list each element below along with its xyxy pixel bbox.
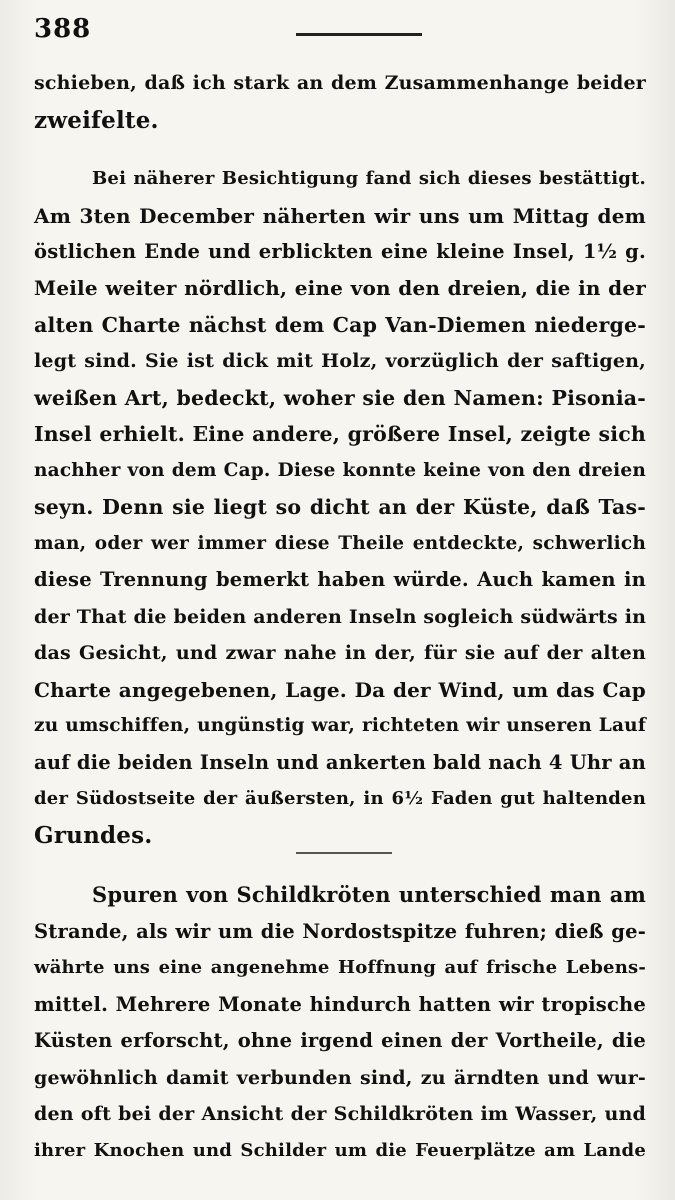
- text-line: Insel erhielt. Eine andere, größere Insel, zeigte sich: [34, 422, 646, 446]
- text-line: das Gesicht, und zwar nahe in der, für sie auf der alten: [34, 642, 646, 664]
- text-line: währte uns eine angenehme Hoffnung auf frische Lebens-: [34, 957, 646, 978]
- text-line: gewöhnlich damit verbunden sind, zu ärndten und wur-: [34, 1067, 646, 1089]
- text-line: schieben, daß ich stark an dem Zusammenhange beider: [34, 72, 646, 94]
- text-line: östlichen Ende und erblickten eine kleine Insel, 1½ g.: [34, 240, 646, 263]
- section-rule: [296, 852, 392, 854]
- text-line: Grundes.: [34, 822, 153, 849]
- header-rule: [296, 33, 422, 36]
- text-line: man, oder wer immer diese Theile entdeckte, schwerlich: [34, 533, 646, 554]
- text-line: Bei näherer Besichtigung fand sich dieses bestättigt.: [92, 168, 646, 189]
- text-line: der Südostseite der äußersten, in 6½ Faden gut haltenden: [34, 788, 646, 809]
- text-line: zweifelte.: [34, 107, 159, 134]
- text-line: nachher von dem Cap. Diese konnte keine von den dreien: [34, 460, 646, 481]
- text-line: auf die beiden Inseln und ankerten bald nach 4 Uhr an: [34, 751, 646, 774]
- text-line: mittel. Mehrere Monate hindurch hatten wir tropische: [34, 993, 646, 1016]
- text-line: Spuren von Schildkröten unterschied man am: [92, 882, 646, 907]
- text-line: den oft bei der Ansicht der Schildkröten im Wasser, und: [34, 1103, 646, 1125]
- text-line: Am 3ten December näherten wir uns um Mittag dem: [34, 204, 646, 228]
- text-line: seyn. Denn sie liegt so dicht an der Küste, daß Tas-: [34, 495, 646, 519]
- text-line: Strande, als wir um die Nordostspitze fuhren; dieß ge-: [34, 920, 646, 943]
- page-number: 388: [34, 14, 92, 44]
- text-line: der That die beiden anderen Inseln sogleich südwärts in: [34, 606, 647, 628]
- text-line: Meile weiter nördlich, eine von den dreien, die in der: [34, 276, 646, 300]
- text-line: Küsten erforscht, ohne irgend einen der Vortheile, die: [34, 1029, 646, 1052]
- text-line: legt sind. Sie ist dick mit Holz, vorzüglich der saftigen,: [34, 350, 646, 372]
- text-line: Charte angegebenen, Lage. Da der Wind, um das Cap: [34, 678, 646, 702]
- text-line: alten Charte nächst dem Cap Van-Diemen niederge-: [34, 313, 646, 337]
- text-line: weißen Art, bedeckt, woher sie den Namen: Pisonia-: [34, 386, 646, 410]
- text-line: diese Trennung bemerkt haben würde. Auch kamen in: [34, 568, 646, 591]
- text-line: ihrer Knochen und Schilder um die Feuerplätze am Lande: [34, 1140, 646, 1161]
- text-line: zu umschiffen, ungünstig war, richteten wir unseren Lauf: [34, 715, 646, 736]
